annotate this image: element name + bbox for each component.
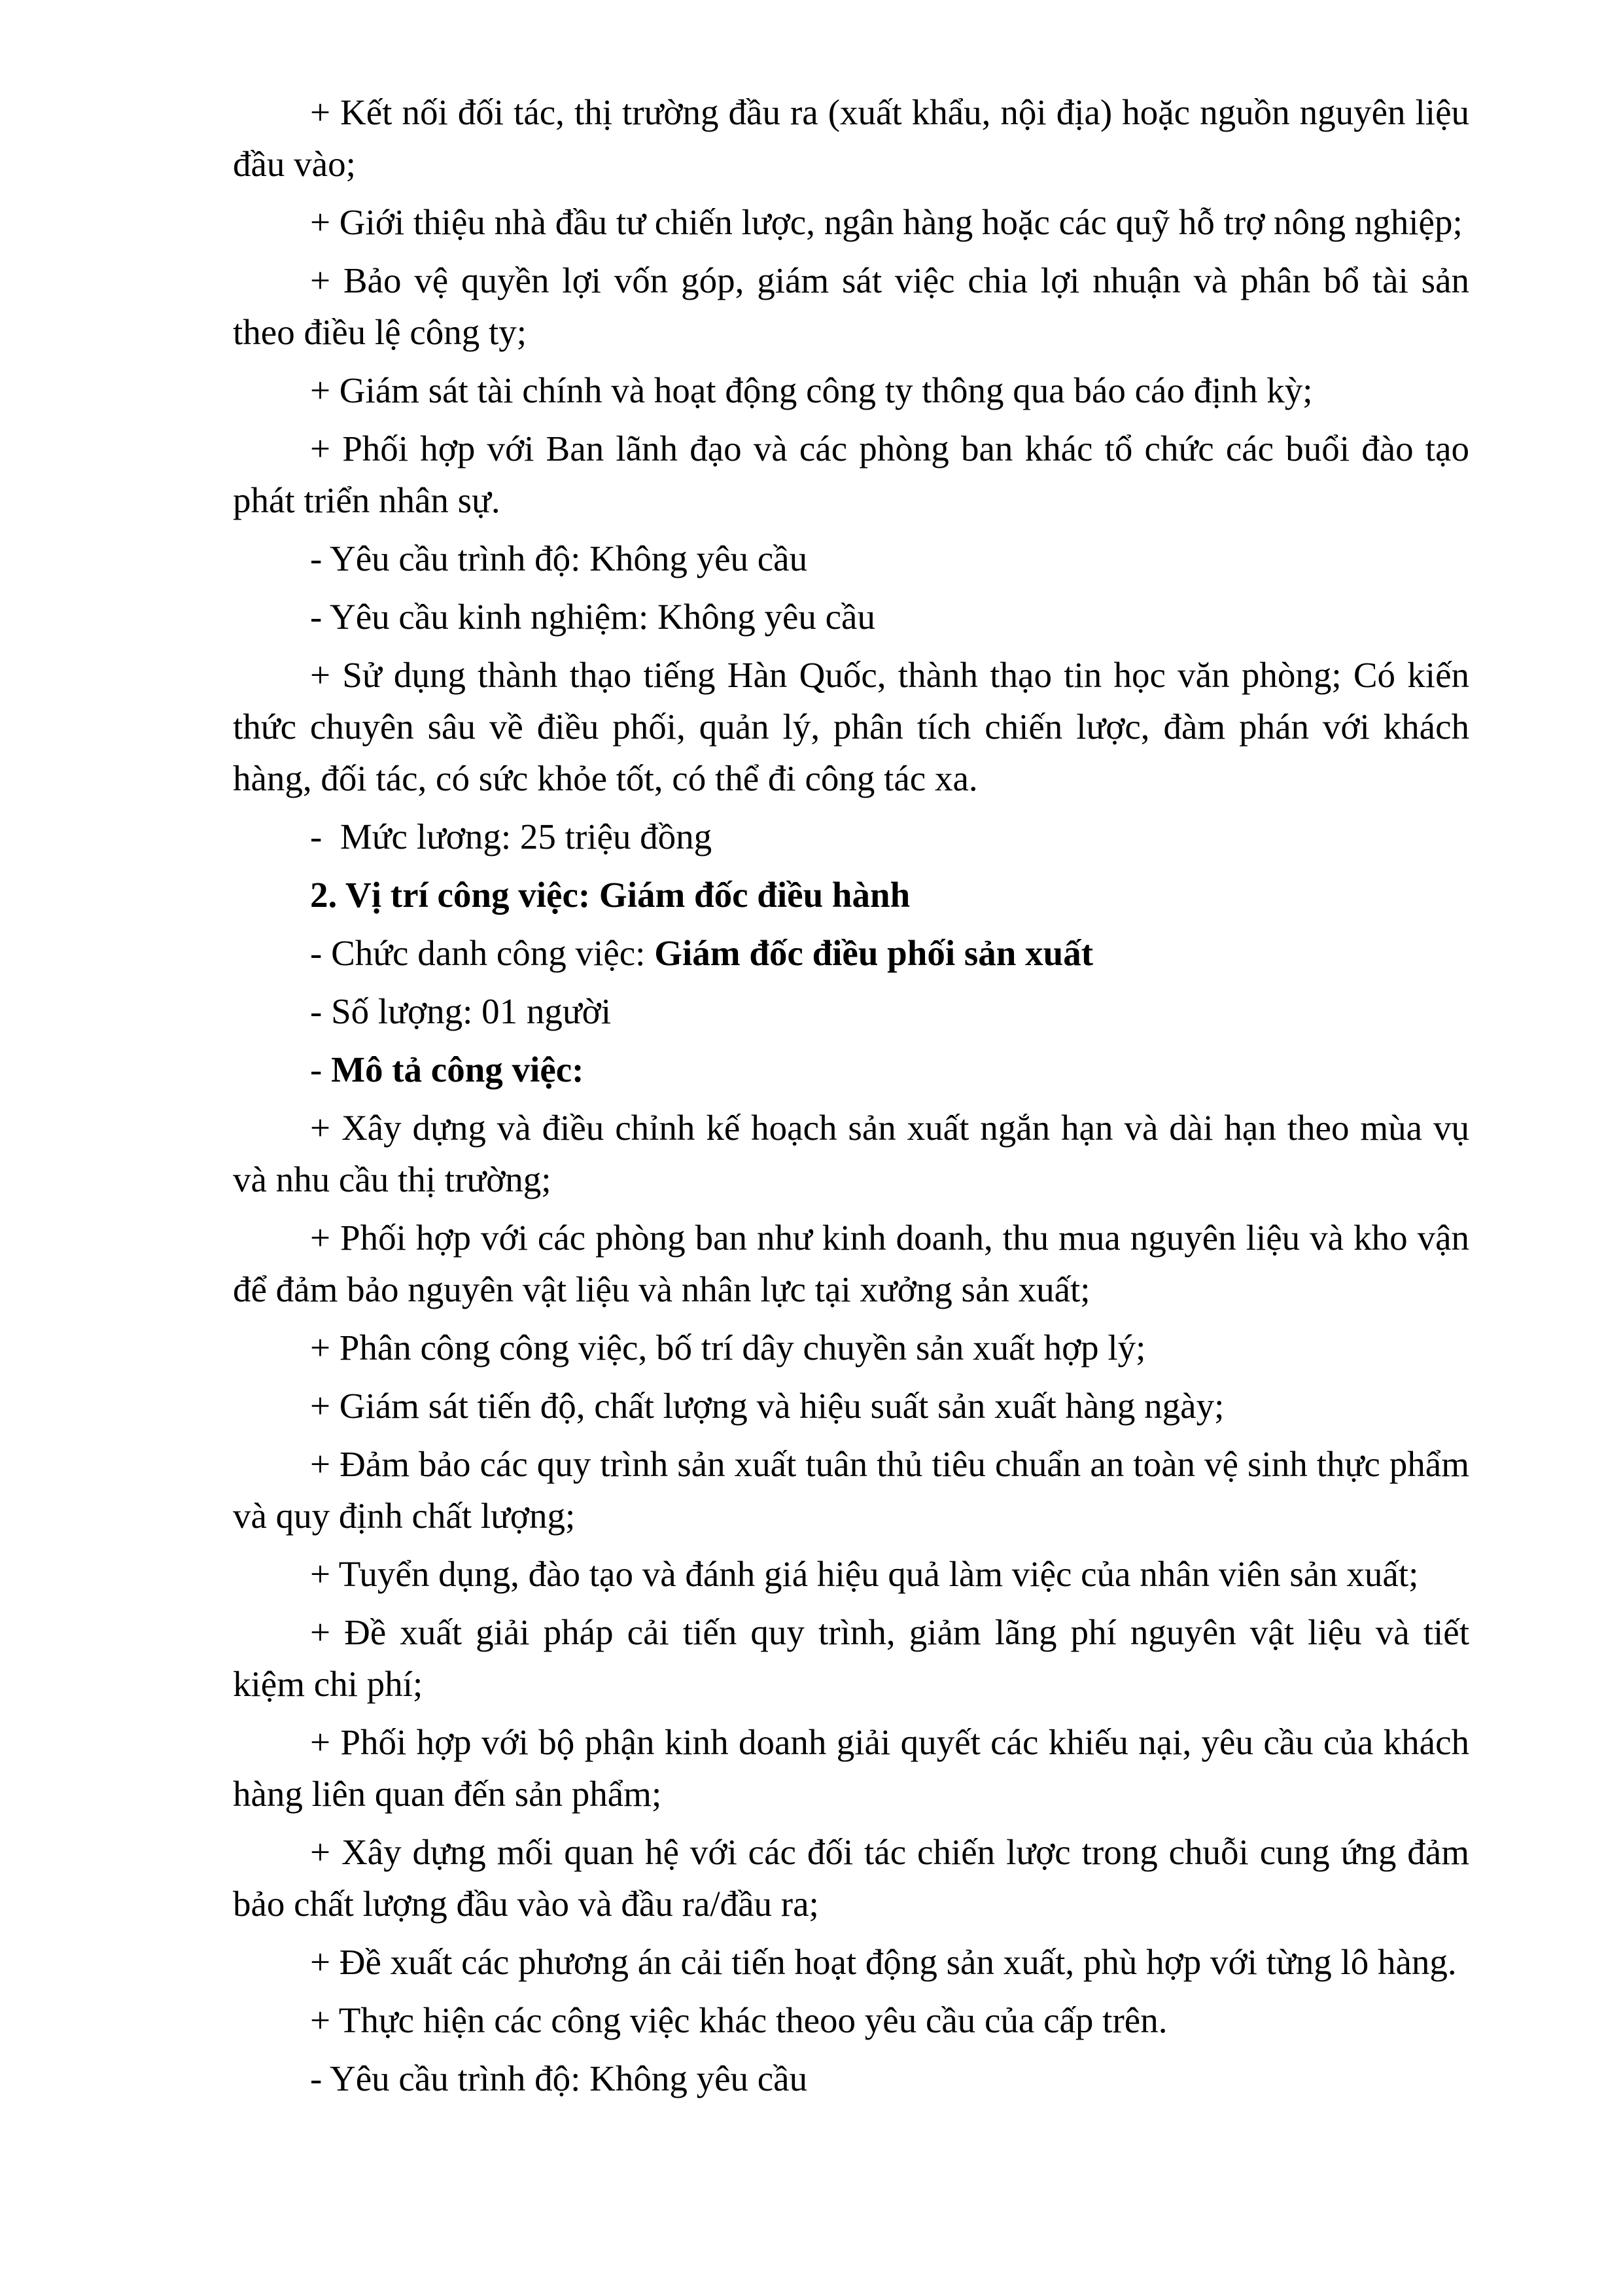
paragraph-skills: + Sử dụng thành thạo tiếng Hàn Quốc, thành thạo tin học văn phòng; Có kiến thức chuyên sâu về điều phối, quản lý, phân tích chiến lược, đàm phán với khách hàng, đối tác, có sức khỏe tốt, có thể đi công tác xa.: [233, 655, 1469, 798]
paragraph-education-requirement-2: - Yêu cầu trình độ: Không yêu cầu: [310, 2058, 808, 2098]
duty-item: + Tuyển dụng, đào tạo và đánh giá hiệu quả làm việc của nhân viên sản xuất;: [310, 1554, 1419, 1594]
job-description-prefix: -: [310, 1050, 332, 1089]
duty-item: + Xây dựng và điều chỉnh kế hoạch sản xuất ngắn hạn và dài hạn theo mùa vụ và nhu cầu thị trường;: [233, 1108, 1469, 1199]
duty-item: + Phối hợp với các phòng ban như kinh doanh, thu mua nguyên liệu và kho vận để đảm bảo nguyên vật liệu và nhân lực tại xưởng sản xuất;: [233, 1218, 1469, 1309]
paragraph-financial-oversight: + Giám sát tài chính và hoạt động công ty thông qua báo cáo định kỳ;: [310, 370, 1313, 410]
section-heading-text: 2. Vị trí công việc: Giám đốc điều hành: [310, 875, 911, 915]
paragraph-education-requirement: - Yêu cầu trình độ: Không yêu cầu: [310, 539, 808, 578]
paragraph-experience-requirement: - Yêu cầu kinh nghiệm: Không yêu cầu: [310, 597, 875, 637]
job-title-label: - Chức danh công việc:: [310, 933, 655, 973]
duty-item: + Đảm bảo các quy trình sản xuất tuân thủ tiêu chuẩn an toàn vệ sinh thực phẩm và quy định chất lượng;: [233, 1444, 1469, 1536]
paragraph-job-title: [233, 927, 1469, 979]
document-body: [233, 86, 1469, 2111]
paragraph-investor-intro: + Giới thiệu nhà đầu tư chiến lược, ngân hàng hoặc các quỹ hỗ trợ nông nghiệp;: [310, 202, 1463, 242]
duty-item: + Đề xuất giải pháp cải tiến quy trình, giảm lãng phí nguyên vật liệu và tiết kiệm chi phí;: [233, 1612, 1469, 1704]
section-heading-position-2: [233, 869, 1469, 921]
duty-item: + Phân công công việc, bố trí dây chuyền sản xuất hợp lý;: [310, 1328, 1146, 1368]
duty-item: + Phối hợp với bộ phận kinh doanh giải quyết các khiếu nại, yêu cầu của khách hàng liên quan đến sản phẩm;: [233, 1722, 1469, 1814]
job-description-heading: Mô tả công việc:: [331, 1050, 584, 1089]
duty-item: + Thực hiện các công việc khác theoo yêu cầu của cấp trên.: [310, 2000, 1168, 2040]
paragraph-capital-protection: + Bảo vệ quyền lợi vốn góp, giám sát việc chia lợi nhuận và phân bổ tài sản theo điều lệ công ty;: [233, 260, 1469, 352]
paragraph-training-coordination: + Phối hợp với Ban lãnh đạo và các phòng ban khác tổ chức các buổi đào tạo phát triển nhân sự.: [233, 429, 1469, 520]
paragraph-salary: - Mức lương: 25 triệu đồng: [310, 817, 712, 857]
paragraph-partner-connection: + Kết nối đối tác, thị trường đầu ra (xuất khẩu, nội địa) hoặc nguồn nguyên liệu đầu vào;: [233, 92, 1469, 184]
paragraph-quantity: - Số lượng: 01 người: [310, 991, 612, 1031]
duty-item: + Giám sát tiến độ, chất lượng và hiệu suất sản xuất hàng ngày;: [310, 1386, 1225, 1426]
duty-item: + Xây dựng mối quan hệ với các đối tác chiến lược trong chuỗi cung ứng đảm bảo chất lượng đầu vào và đầu ra/đầu ra;: [233, 1832, 1469, 1924]
paragraph-job-description-heading: [233, 1044, 1469, 1095]
job-title-value: Giám đốc điều phối sản xuất: [654, 933, 1094, 973]
duty-item: + Đề xuất các phương án cải tiến hoạt động sản xuất, phù hợp với từng lô hàng.: [310, 1942, 1457, 1982]
